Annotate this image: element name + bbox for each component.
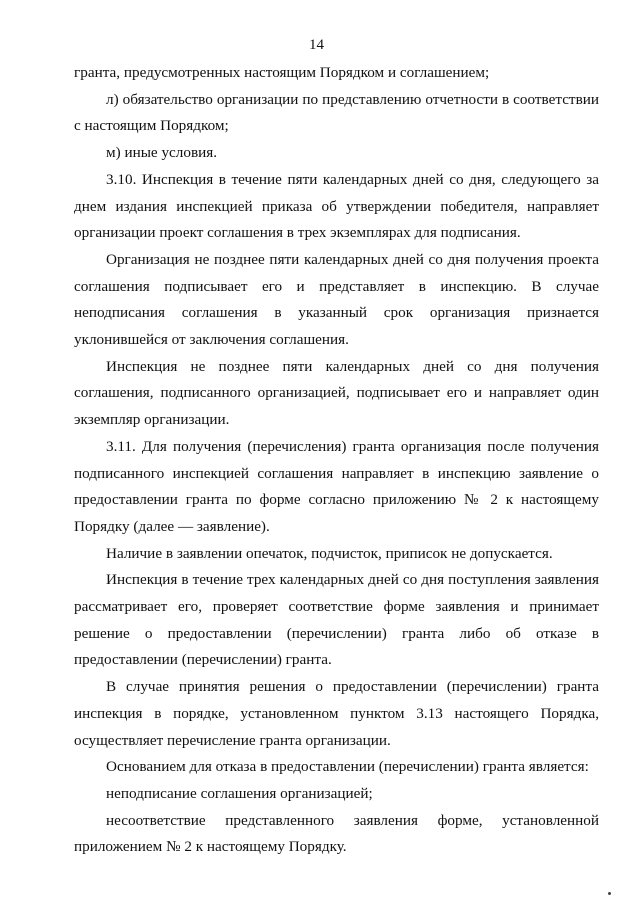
- paragraph-transfer-grant: В случае принятия решения о предоставлении (перечислении) гранта инспекция в порядке, установленном пунктом 3.13 настоящего Порядка, осуществляет перечисление гранта организации.: [74, 678, 599, 749]
- page-number: 14: [309, 37, 324, 53]
- paragraph-refusal-grounds: Основанием для отказа в предоставлении (перечислении) гранта является:: [106, 758, 589, 776]
- paragraph-inspection-signs: Инспекция не позднее пяти календарных дней со дня получения соглашения, подписанного организацией, подписывает его и направляет один экземпляр организации.: [74, 357, 599, 429]
- paragraph-item-l: л) обязательство организации по представлению отчетности в соответствии с настоящим Порядком;: [74, 90, 599, 135]
- paragraph-refusal-nonconformity: несоответствие представленного заявления форме, установленной приложением № 2 к настоящему Порядку.: [74, 811, 599, 856]
- paragraph-3-10: 3.10. Инспекция в течение пяти календарных дней со дня, следующего за днем издания инспекцией приказа об утверждении победителя, направляет организации проект соглашения в трех экземплярах для подписания.: [74, 170, 599, 242]
- scan-dot: [608, 892, 611, 895]
- paragraph-continuation: гранта, предусмотренных настоящим Порядком и соглашением;: [74, 64, 490, 81]
- paragraph-no-typos: Наличие в заявлении опечаток, подчисток, приписок не допускается.: [106, 544, 553, 562]
- paragraph-3-11: 3.11. Для получения (перечисления) гранта организация после получения подписанного инспекцией соглашения направляет в инспекцию заявление о предоставлении гранта по форме согласно приложению № 2 к настоящему Порядку (далее — заявление).: [74, 437, 599, 535]
- paragraph-refusal-unsigned: неподписание соглашения организацией;: [106, 784, 373, 802]
- paragraph-review-application: Инспекция в течение трех календарных дней со дня поступления заявления рассматривает его, проверяет соответствие форме заявления и принимает решение о предоставлении (перечислении) гранта либо об отказе в предоставлении (перечислении) гранта.: [74, 571, 599, 669]
- document-body: [74, 60, 599, 861]
- paragraph-item-m: м) иные условия.: [106, 144, 218, 162]
- paragraph-signing-deadline: Организация не позднее пяти календарных дней со дня получения проекта соглашения подписывает его и представляет в инспекцию. В случае неподписания соглашения в указанный срок организация признается уклонившейся от заключения соглашения.: [74, 250, 599, 349]
